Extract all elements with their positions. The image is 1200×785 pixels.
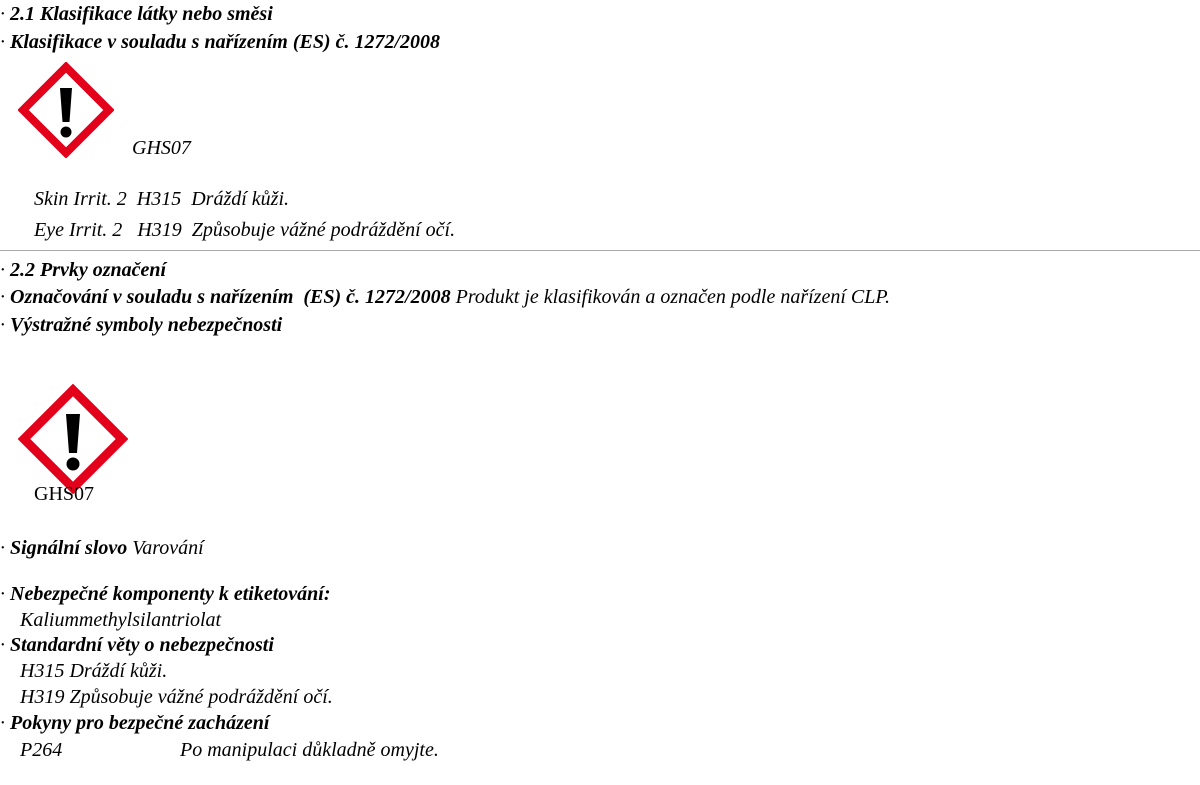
symbols-heading: Výstražné symboly nebezpečnosti xyxy=(10,314,283,336)
components-heading-line xyxy=(0,584,331,604)
components-heading: Nebezpečné komponenty k etiketování: xyxy=(10,583,331,605)
labelling-label: Označování v souladu s nařízením (ES) č. 1272/2008 xyxy=(10,286,451,308)
signal-word-line xyxy=(0,538,204,558)
bullet: · xyxy=(0,3,5,25)
symbols-heading-line xyxy=(0,315,282,335)
section-2-2-heading xyxy=(0,260,166,280)
classification-code: H319 xyxy=(137,219,182,241)
h-statements-heading: Standardní věty o nebezpečnosti xyxy=(10,634,274,656)
classification-text: Dráždí kůži. xyxy=(191,188,290,210)
h-statement: H315 Dráždí kůži. xyxy=(20,660,168,682)
bullet: · xyxy=(0,286,5,308)
signal-word-label: Signální slovo xyxy=(10,537,128,559)
bullet: · xyxy=(0,314,5,336)
pictogram-code-label: GHS07 xyxy=(132,137,191,159)
bullet: · xyxy=(0,634,5,656)
p-statements-heading: Pokyny pro bezpečné zacházení xyxy=(10,712,270,734)
bullet: · xyxy=(0,583,5,605)
classification-category: Eye Irrit. 2 xyxy=(34,219,123,241)
section-divider xyxy=(0,250,1200,251)
classification-code: H315 xyxy=(136,188,182,210)
h-statement: H319 Způsobuje vážné podráždění očí. xyxy=(20,686,333,708)
p-statement-text: Po manipulaci důkladně omyjte. xyxy=(180,739,439,761)
pictogram-code-label: GHS07 xyxy=(34,483,95,505)
labelling-text: Produkt je klasifikován a označen podle nařízení CLP. xyxy=(455,286,891,308)
classification-text: Způsobuje vážné podráždění očí. xyxy=(191,219,456,241)
hazard-pictogram-ghs07-icon xyxy=(18,62,114,158)
bullet: · xyxy=(0,537,5,559)
section-heading: 2.2 Prvky označení xyxy=(10,259,167,281)
signal-word-value: Varování xyxy=(132,537,204,559)
bullet: · xyxy=(0,259,5,281)
classification-row xyxy=(34,189,289,209)
exclamation-mark-diamond-icon xyxy=(18,62,114,158)
labelling-line xyxy=(0,287,890,307)
bullet: · xyxy=(0,31,5,53)
section-2-1-heading xyxy=(0,4,273,24)
classification-category: Skin Irrit. 2 xyxy=(34,188,127,210)
exclamation-mark-diamond-icon xyxy=(18,384,128,494)
bullet: · xyxy=(0,712,5,734)
h-statements-heading-line xyxy=(0,635,274,655)
p-statements-heading-line xyxy=(0,713,269,733)
classification-subheading xyxy=(0,32,440,52)
subheading-label: Klasifikace v souladu s nařízením (ES) č. 1272/2008 xyxy=(10,31,441,53)
hazard-pictogram-ghs07-icon xyxy=(18,384,128,494)
p-statement-row xyxy=(20,740,439,760)
p-statement-code: P264 xyxy=(20,739,63,761)
classification-row xyxy=(34,220,455,240)
section-heading: 2.1 Klasifikace látky nebo směsi xyxy=(10,3,273,25)
component-item: Kaliummethylsilantriolat xyxy=(20,609,222,631)
